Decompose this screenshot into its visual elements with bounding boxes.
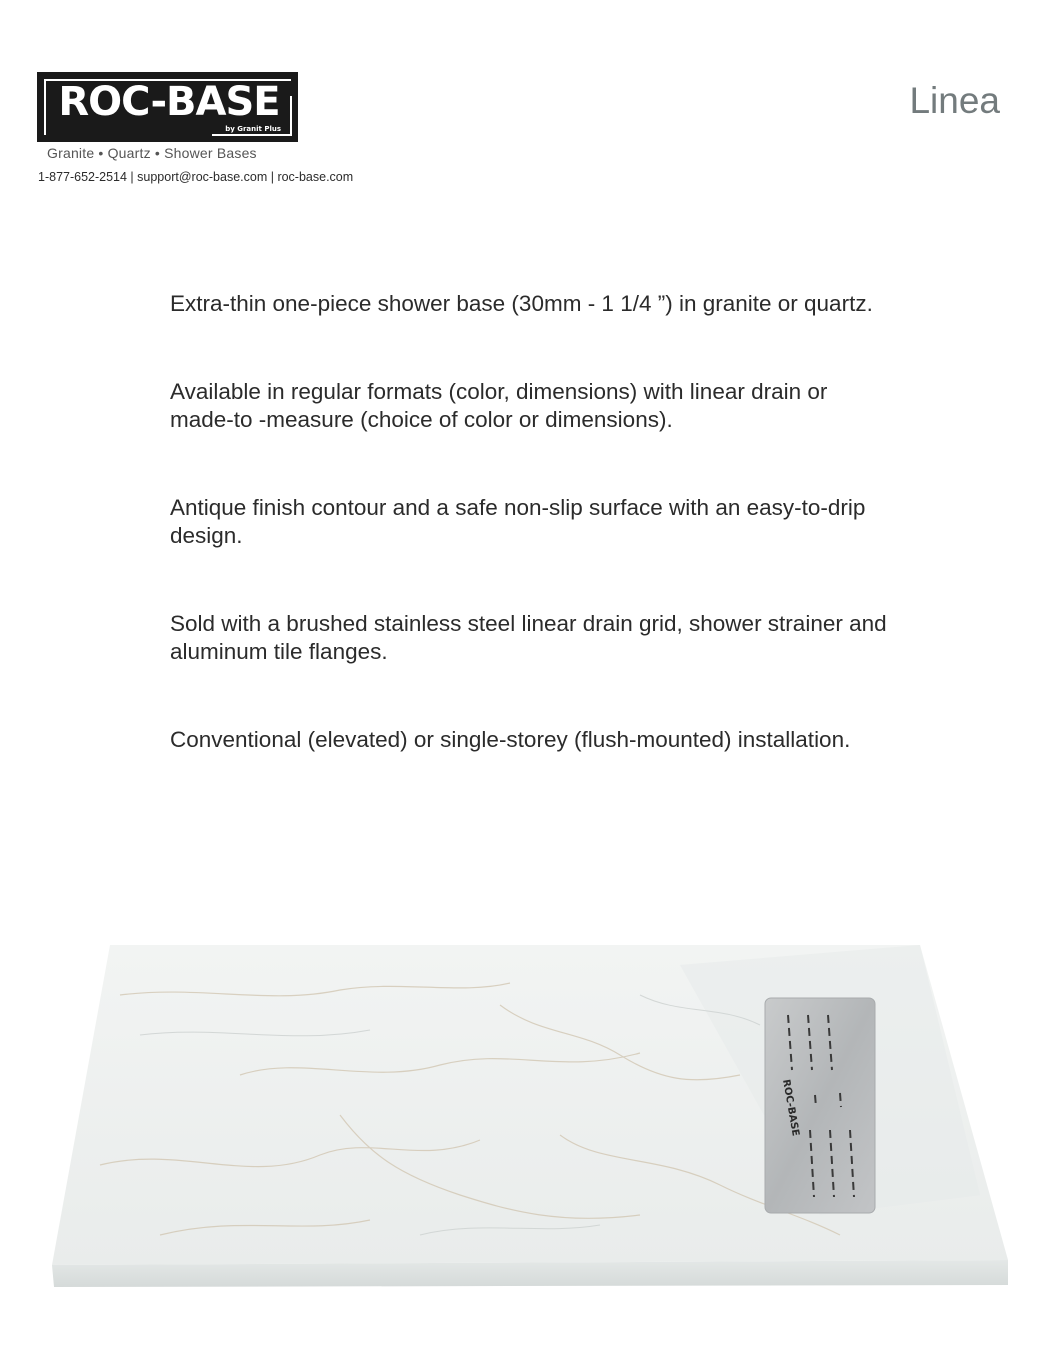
drain-logo-text: ROC-BASE	[780, 1078, 801, 1137]
logo-subtext: by Granit Plus	[222, 125, 284, 133]
feature-item: Extra-thin one-piece shower base (30mm - 1 1/4 ”) in granite or quartz.	[170, 291, 873, 316]
product-title: Linea	[909, 80, 1000, 121]
brand-tagline: Granite • Quartz • Shower Bases	[47, 145, 257, 161]
logo-text: ROC-BASE	[58, 79, 280, 125]
feature-list	[170, 290, 890, 814]
feature-item: Sold with a brushed stainless steel linear drain grid, shower strainer and aluminum tile flanges.	[170, 611, 887, 664]
shower-base-image	[40, 935, 1010, 1295]
contact-info: 1-877-652-2514 | support@roc-base.com | roc-base.com	[38, 170, 354, 184]
linear-drain	[765, 998, 875, 1213]
feature-item: Conventional (elevated) or single-storey (flush-mounted) installation.	[170, 727, 851, 752]
brand-logo	[37, 72, 298, 142]
feature-item: Antique finish contour and a safe non-slip surface with an easy-to-drip design.	[170, 495, 866, 548]
feature-item: Available in regular formats (color, dimensions) with linear drain or made-to -measure (choice of color or dimensions).	[170, 379, 828, 432]
